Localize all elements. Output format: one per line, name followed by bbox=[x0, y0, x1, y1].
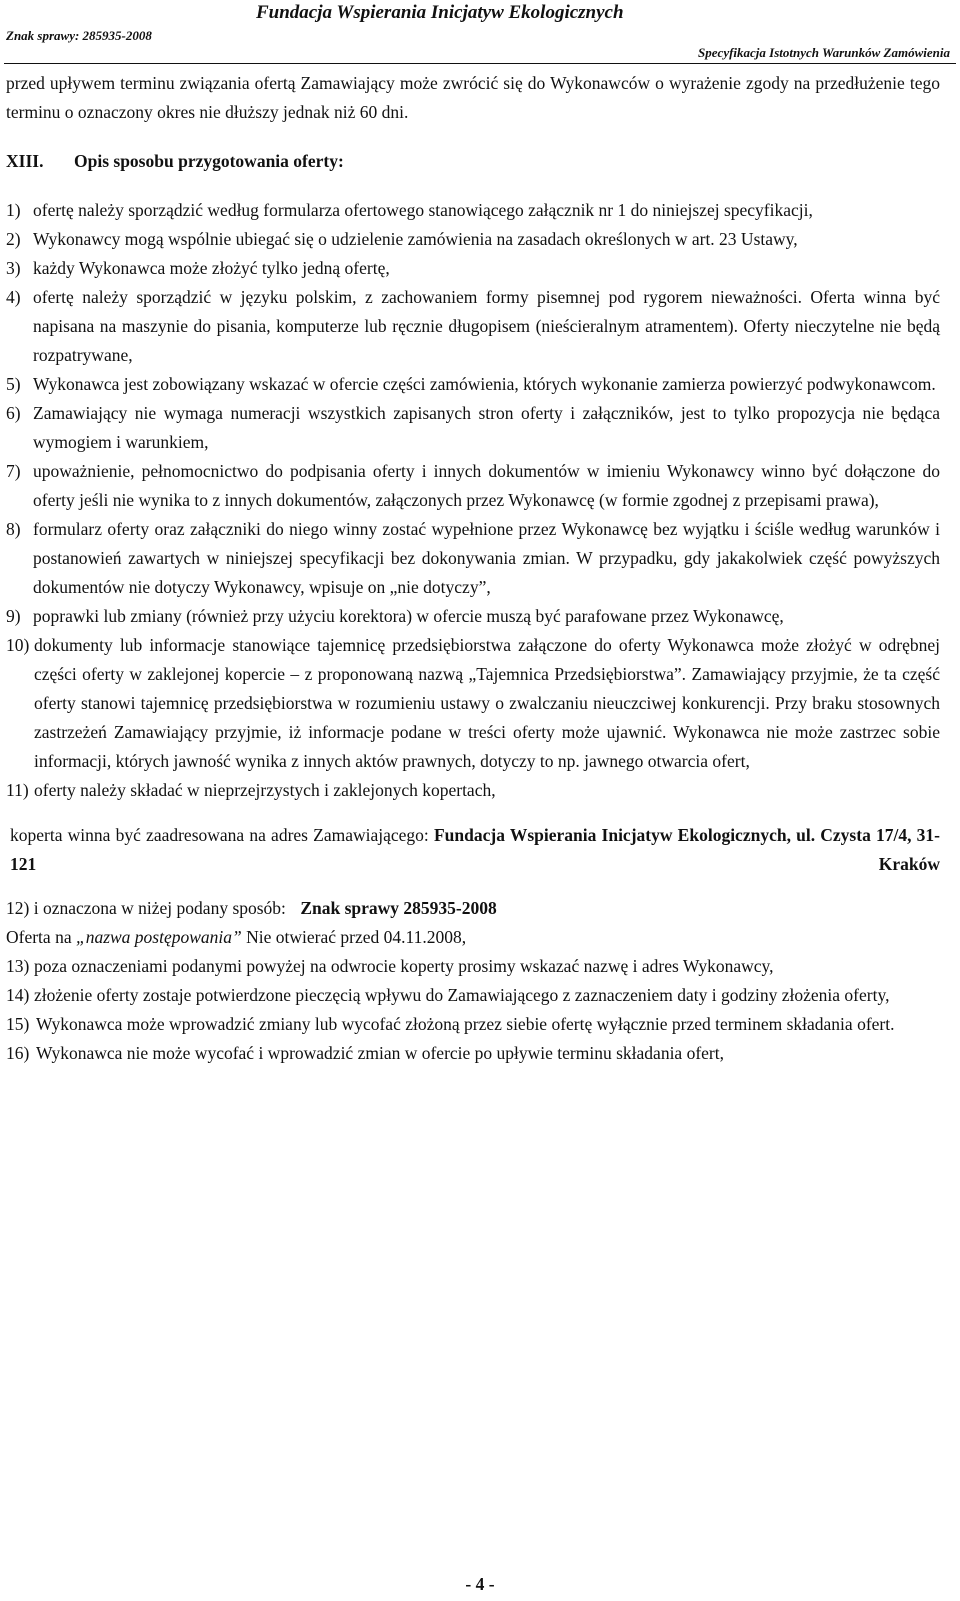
item-text: poprawki lub zmiany (również przy użyciu korektora) w ofercie muszą być parafowane przez Wykonawcę, bbox=[33, 606, 784, 626]
item-number: 2) bbox=[6, 229, 21, 249]
item-number: 8) bbox=[6, 519, 21, 539]
item-number: 11) bbox=[6, 780, 29, 800]
item-text: poza oznaczeniami podanymi powyżej na odwrocie koperty prosimy wskazać nazwę i adres Wykonawcy, bbox=[34, 956, 774, 976]
item-number: 5) bbox=[6, 374, 21, 394]
item-text: upoważnienie, pełnomocnictwo do podpisania oferty i innych dokumentów w imieniu Wykonawcy winno być dołączone do oferty jeśli nie wynika to z innych dokumentów, załączonych przez Wykonawcę (w formie zgodnej z przepisami prawa), bbox=[33, 461, 940, 510]
case-marking: Znak sprawy 285935-2008 bbox=[300, 898, 497, 918]
case-reference: Znak sprawy: 285935-2008 bbox=[6, 28, 152, 43]
offer-note bbox=[6, 923, 940, 952]
item-text: oferty należy składać w nieprzejrzystych i zaklejonych kopertach, bbox=[34, 780, 496, 800]
item-text: dokumenty lub informacje stanowiące tajemnicę przedsiębiorstwa załączone do oferty Wykonawca może złożyć w odrębnej części oferty w zaklejonej kopercie – z proponowaną nazwą „Tajemnica Przedsiębiorstwa”. Zamawiający przyjmie, że ta część oferty stanowi tajemnicę przedsiębiorstwa w rozumieniu ustawy o zwalczaniu nieuczciwej konkurencji. Przy braku stosownych zastrzeżeń Zamawiający przyjmie, iż informacje podane w treści oferty może ujawnić. Wykonawca nie może zastrzec sobie informacji, których jawność wynika z innych aktów prawnych, dotyczy to np. jawnego otwarcia ofert, bbox=[34, 635, 940, 771]
item-text: złożenie oferty zostaje potwierdzone pieczęcią wpływu do Zamawiającego z zaznaczeniem daty i godziny złożenia oferty, bbox=[34, 985, 890, 1005]
item-number: 12) bbox=[6, 898, 30, 918]
list-item bbox=[6, 457, 940, 515]
item-number: 16) bbox=[6, 1043, 30, 1063]
item-number: 13) bbox=[6, 956, 30, 976]
list-item bbox=[6, 196, 940, 225]
item-number: 15) bbox=[6, 1014, 30, 1034]
list-item bbox=[6, 225, 940, 254]
offer-note-prefix: Oferta na bbox=[6, 927, 76, 947]
item-text: Zamawiający nie wymaga numeracji wszystkich zapisanych stron oferty i załączników, jest to tylko propozycja nie będąca wymogiem i warunkiem, bbox=[33, 403, 940, 452]
item-text: ofertę należy sporządzić według formularza ofertowego stanowiącego załącznik nr 1 do niniejszej specyfikacji, bbox=[33, 200, 813, 220]
list-item bbox=[6, 894, 940, 923]
item-number: 6) bbox=[6, 403, 21, 423]
offer-note-suffix: Nie otwierać przed 04.11.2008, bbox=[241, 927, 467, 947]
envelope-address bbox=[6, 821, 940, 879]
section-number: XIII. bbox=[6, 151, 44, 171]
list-item bbox=[6, 776, 940, 805]
section-heading bbox=[6, 147, 940, 176]
item-text: Wykonawcy mogą wspólnie ubiegać się o udzielenie zamówienia na zasadach określonych w art. 23 Ustawy, bbox=[33, 229, 798, 249]
page-number: - 4 - bbox=[465, 1574, 495, 1594]
item-number: 3) bbox=[6, 258, 21, 278]
list-item bbox=[6, 515, 940, 602]
address-bold: Fundacja Wspierania Inicjatyw Ekologicznych, ul. Czysta 17/4, 31-121 Kraków bbox=[10, 825, 940, 874]
item-text: Wykonawca jest zobowiązany wskazać w ofercie części zamówienia, których wykonanie zamierza powierzyć podwykonawcom. bbox=[33, 374, 936, 394]
list-item bbox=[6, 283, 940, 370]
list-item bbox=[6, 981, 940, 1010]
item-number: 7) bbox=[6, 461, 21, 481]
requirements-list bbox=[6, 196, 940, 805]
item-number: 9) bbox=[6, 606, 21, 626]
item-text: Wykonawca może wprowadzić zmiany lub wycofać złożoną przez siebie ofertę wyłącznie przed terminem składania ofert. bbox=[36, 1014, 895, 1034]
list-item bbox=[6, 602, 940, 631]
list-item bbox=[6, 399, 940, 457]
list-item bbox=[6, 370, 940, 399]
list-item bbox=[6, 631, 940, 776]
intro-paragraph: przed upływem terminu związania ofertą Zamawiający może zwrócić się do Wykonawców o wyrażenie zgody na przedłużenie tego terminu o oznaczony okres nie dłuższy jednak niż 60 dni. bbox=[6, 73, 940, 122]
section-title: Opis sposobu przygotowania oferty: bbox=[74, 151, 344, 171]
offer-note-italic: „nazwa postępowania” bbox=[75, 927, 242, 947]
header-divider bbox=[4, 63, 956, 64]
document-title: Specyfikacja Istotnych Warunków Zamówienia bbox=[698, 45, 950, 60]
item-number: 14) bbox=[6, 985, 30, 1005]
document-body bbox=[6, 69, 940, 1068]
list-item bbox=[6, 952, 940, 981]
item-text: ofertę należy sporządzić w języku polskim, z zachowaniem formy pisemnej pod rygorem nieważności. Oferta winna być napisana na maszynie do pisania, komputerze lub ręcznie długopisem (nieścieralnym atramentem). Oferty nieczytelne nie będą rozpatrywane, bbox=[33, 287, 940, 365]
item-number: 10) bbox=[6, 635, 30, 655]
address-prefix: koperta winna być zaadresowana na adres Zamawiającego: bbox=[10, 825, 434, 845]
list-item bbox=[6, 1039, 940, 1068]
item-text: formularz oferty oraz załączniki do niego winny zostać wypełnione przez Wykonawcę bez wyjątku i ściśle według warunków i postanowień zawartych w niniejszej specyfikacji bez dokonywania zmian. W przypadku, gdy jakakolwiek część powyższych dokumentów nie dotyczy Wykonawcy, wpisuje on „nie dotyczy”, bbox=[33, 519, 940, 597]
list-item bbox=[6, 1010, 940, 1039]
item-text: Wykonawca nie może wycofać i wprowadzić zmian w ofercie po upływie terminu składania ofert, bbox=[36, 1043, 724, 1063]
item-number: 4) bbox=[6, 287, 21, 307]
organization-name: Fundacja Wspierania Inicjatyw Ekologicznych bbox=[256, 2, 624, 23]
item-number: 1) bbox=[6, 200, 21, 220]
list-item bbox=[6, 254, 940, 283]
item-text: każdy Wykonawca może złożyć tylko jedną ofertę, bbox=[33, 258, 390, 278]
item-text: i oznaczona w niżej podany sposób: bbox=[33, 898, 286, 918]
